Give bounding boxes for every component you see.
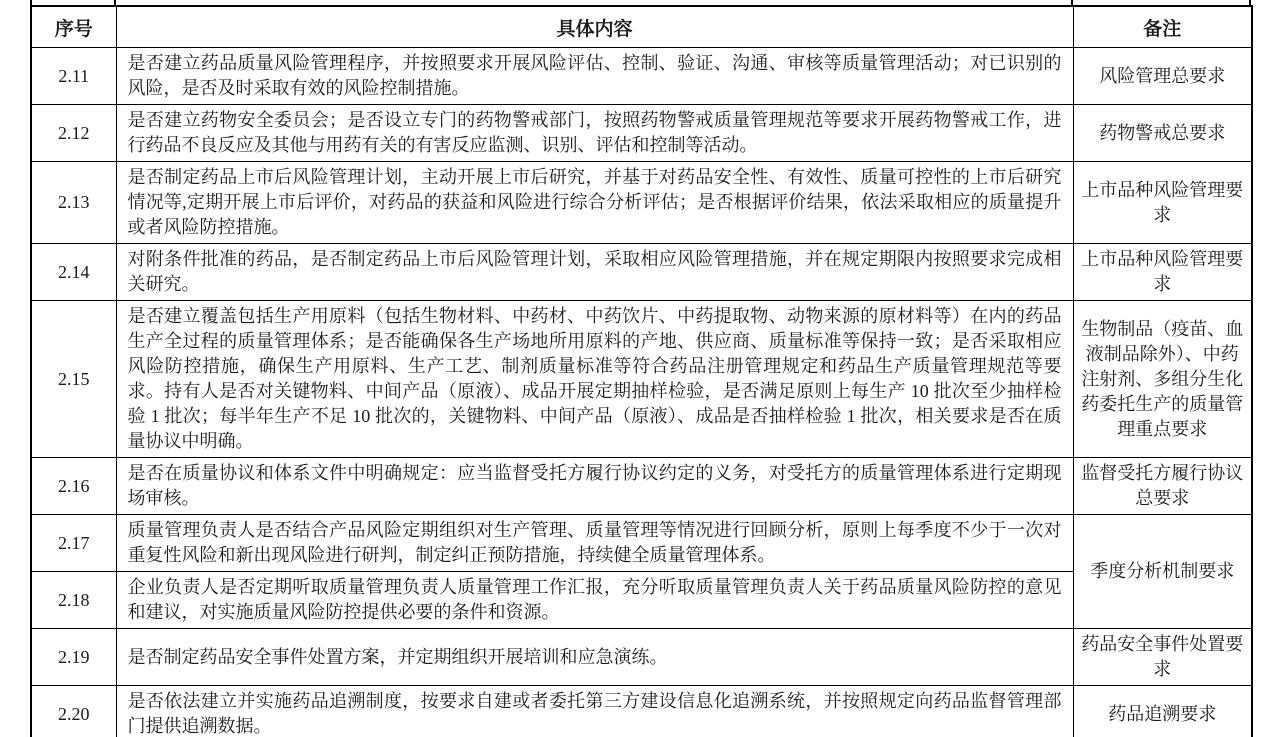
table-row: [31, 162, 1252, 244]
table-row: [31, 301, 1252, 458]
cell-remark: 生物制品（疫苗、血液制品除外）、中药注射剂、多组分生化药委托生产的质量管理重点要求: [1073, 301, 1252, 458]
cell-serial-number: 2.12: [31, 105, 116, 162]
column-header-specific-content: 具体内容: [116, 6, 1073, 48]
header-row: [31, 6, 1252, 48]
cell-remark: 季度分析机制要求: [1073, 515, 1252, 629]
cell-serial-number: 2.20: [31, 686, 116, 737]
cell-serial-number: 2.18: [31, 572, 116, 629]
table-row: [31, 458, 1252, 515]
table-row: [31, 629, 1252, 686]
cell-specific-content: 是否在质量协议和体系文件中明确规定：应当监督受托方履行协议约定的义务，对受托方的质量管理体系进行定期现场审核。: [116, 458, 1073, 515]
table-row: [31, 48, 1252, 105]
cell-specific-content: 质量管理负责人是否结合产品风险定期组织对生产管理、质量管理等情况进行回顾分析，原则上每季度不少于一次对重复性风险和新出现风险进行研判，制定纠正预防措施，持续健全质量管理体系。: [116, 515, 1073, 572]
cell-specific-content: 是否制定药品上市后风险管理计划，主动开展上市后研究，并基于对药品安全性、有效性、质量可控性的上市后研究情况等,定期开展上市后评价，对药品的获益和风险进行综合分析评估；是否根据评价结果，依法采取相应的质量提升或者风险防控措施。: [116, 162, 1073, 244]
table-header: [31, 6, 1252, 48]
table-row: [31, 686, 1252, 737]
cell-specific-content: 是否制定药品安全事件处置方案，并定期组织开展培训和应急演练。: [116, 629, 1073, 686]
table-body: [31, 48, 1252, 737]
cell-serial-number: 2.19: [31, 629, 116, 686]
cell-remark: 上市品种风险管理要求: [1073, 162, 1252, 244]
cell-specific-content: 企业负责人是否定期听取质量管理负责人质量管理工作汇报，充分听取质量管理负责人关于药品质量风险防控的意见和建议，对实施质量风险防控提供必要的条件和资源。: [116, 572, 1073, 629]
cell-remark: 上市品种风险管理要求: [1073, 244, 1252, 301]
cell-specific-content: 是否建立药品质量风险管理程序，并按照要求开展风险评估、控制、验证、沟通、审核等质量管理活动；对已识别的风险，是否及时采取有效的风险控制措施。: [116, 48, 1073, 105]
cell-remark: 监督受托方履行协议总要求: [1073, 458, 1252, 515]
cell-remark: 风险管理总要求: [1073, 48, 1252, 105]
cell-specific-content: 是否依法建立并实施药品追溯制度，按要求自建或者委托第三方建设信息化追溯系统，并按照规定向药品监督管理部门提供追溯数据。: [116, 686, 1073, 737]
table-row: [31, 105, 1252, 162]
cell-specific-content: 是否建立覆盖包括生产用原料（包括生物材料、中药材、中药饮片、中药提取物、动物来源的原材料等）在内的药品生产全过程的质量管理体系；是否能确保各生产场地所用原料的产地、供应商、质量标准等保持一致；是否采取相应风险防控措施，确保生产用原料、生产工艺、制剂质量标准等符合药品注册管理规定和药品生产质量管理规范等要求。持有人是否对关键物料、中间产品（原液）、成品开展定期抽样检验，是否满足原则上每生产 10 批次至少抽样检验 1 批次；每半年生产不足 10 批次的，关键物料、中间产品（原液）、成品是否抽样检验 1 批次，相关要求是否在质量协议中明确。: [116, 301, 1073, 458]
column-header-remark: 备注: [1073, 6, 1252, 48]
cell-remark: 药品追溯要求: [1073, 686, 1252, 737]
cell-serial-number: 2.17: [31, 515, 116, 572]
column-header-serial-number: 序号: [31, 6, 116, 48]
table-row: [31, 244, 1252, 301]
table-row: [31, 572, 1252, 629]
table-row: [31, 515, 1252, 572]
cell-serial-number: 2.13: [31, 162, 116, 244]
inspection-checklist-table: [30, 5, 1253, 737]
cell-specific-content: 是否建立药物安全委员会；是否设立专门的药物警戒部门，按照药物警戒质量管理规范等要求开展药物警戒工作，进行药品不良反应及其他与用药有关的有害反应监测、识别、评估和控制等活动。: [116, 105, 1073, 162]
cell-serial-number: 2.14: [31, 244, 116, 301]
cell-remark: 药品安全事件处置要求: [1073, 629, 1252, 686]
cell-serial-number: 2.15: [31, 301, 116, 458]
cell-serial-number: 2.16: [31, 458, 116, 515]
cell-remark: 药物警戒总要求: [1073, 105, 1252, 162]
cell-specific-content: 对附条件批准的药品，是否制定药品上市后风险管理计划，采取相应风险管理措施，并在规定期限内按照要求完成相关研究。: [116, 244, 1073, 301]
cell-serial-number: 2.11: [31, 48, 116, 105]
